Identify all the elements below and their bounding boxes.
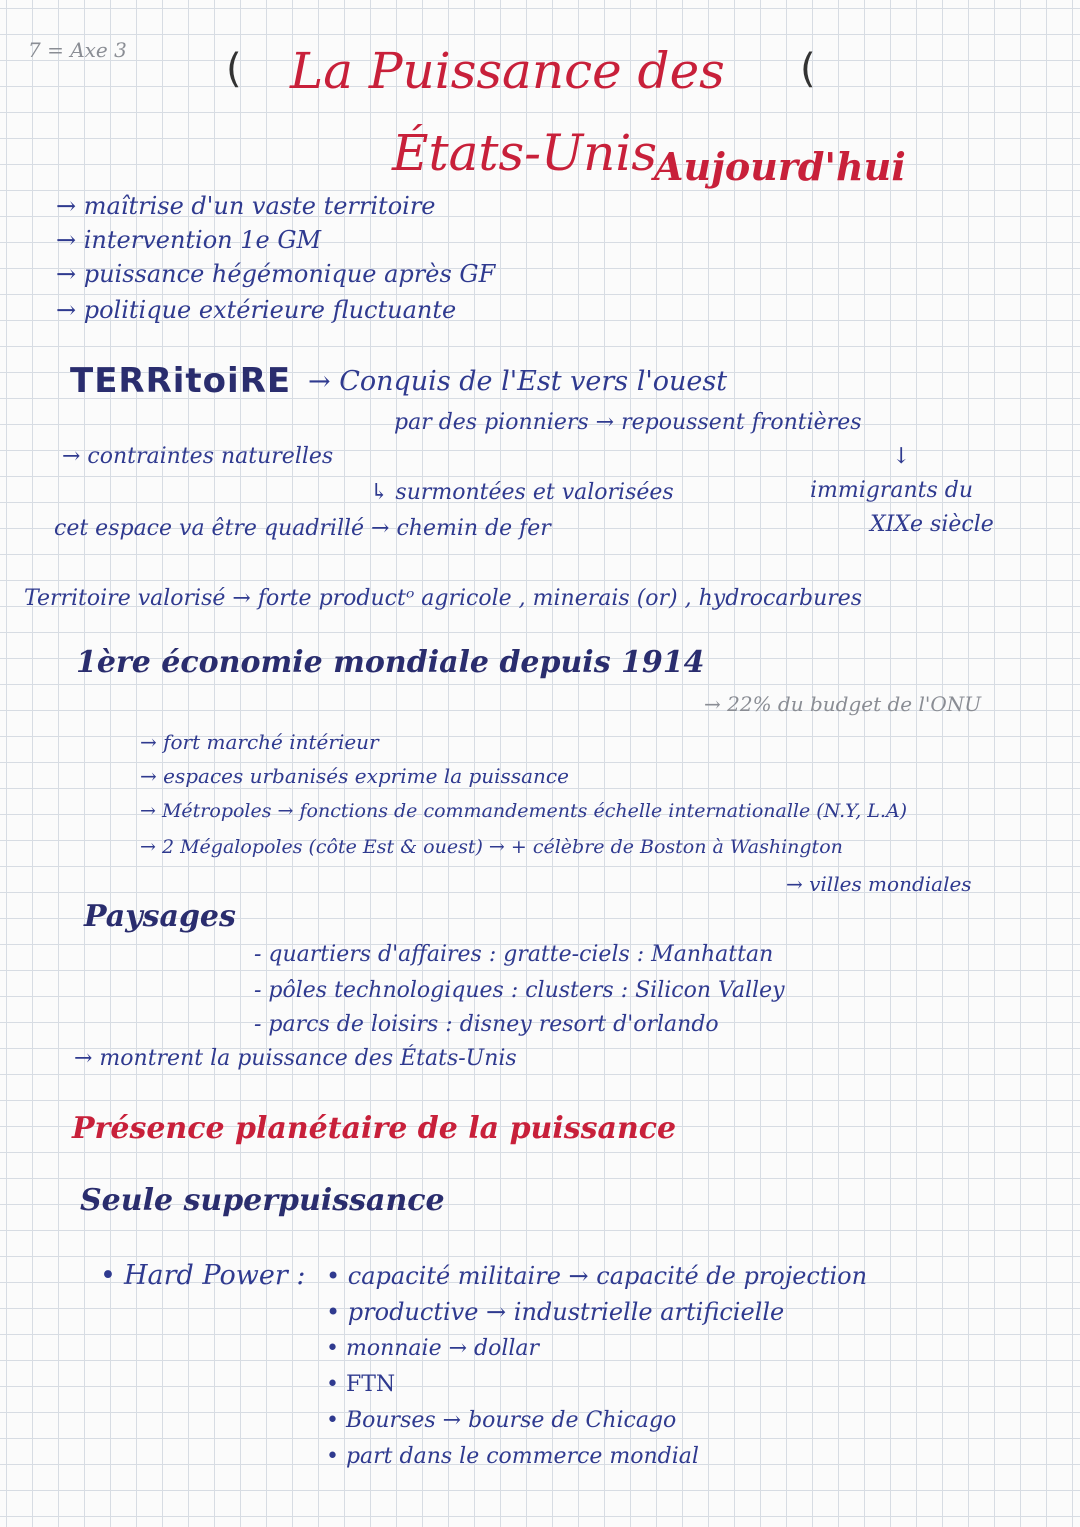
intro-item-2: → intervention 1e GM bbox=[56, 226, 322, 254]
hard-power-item-4: • FTN bbox=[326, 1372, 396, 1397]
territoire-heading: TERRitoiRE bbox=[70, 361, 292, 401]
hard-power-item-6: • part dans le commerce mondial bbox=[326, 1444, 699, 1469]
title-line-2a: États-Unis bbox=[392, 124, 658, 182]
presence-heading: Présence planétaire de la puissance bbox=[72, 1111, 677, 1146]
title-line-1: La Puissance des bbox=[290, 42, 725, 100]
economie-item-1: → fort marché intérieur bbox=[140, 730, 379, 754]
territoire-immigrants-line2: XIXe siècle bbox=[870, 512, 994, 537]
territoire-constraints: → contraintes naturelles bbox=[62, 444, 334, 469]
title-line-2b: Aujourd'hui bbox=[654, 144, 906, 189]
territoire-immigrants-line1: immigrants du bbox=[810, 478, 974, 503]
economie-villes: → villes mondiales bbox=[786, 872, 972, 896]
arrow-down-icon: ↓ bbox=[892, 444, 911, 469]
intro-item-1: → maîtrise d'un vaste territoire bbox=[56, 192, 436, 220]
paysages-item-2: - pôles technologiques : clusters : Silicon Valley bbox=[254, 978, 785, 1003]
territoire-pioneers: par des pionniers → repoussent frontières bbox=[394, 410, 862, 435]
hard-power-item-1: • capacité militaire → capacité de projection bbox=[326, 1262, 868, 1290]
hard-power-item-3: • monnaie → dollar bbox=[326, 1336, 540, 1361]
axis-tag: 7 = Axe 3 bbox=[28, 38, 127, 62]
intro-item-3: → puissance hégémonique après GF bbox=[56, 260, 496, 288]
territoire-valorised: Territoire valorisé → forte productᵒ agricole , minerais (or) , hydrocarbures bbox=[24, 586, 863, 611]
paysages-item-1: - quartiers d'affaires : gratte-ciels : Manhattan bbox=[254, 942, 774, 967]
intro-item-4: → politique extérieure fluctuante bbox=[56, 296, 457, 324]
territoire-grid: cet espace va être quadrillé → chemin de fer bbox=[54, 516, 551, 541]
economie-item-4: → 2 Mégalopoles (côte Est & ouest) → + célèbre de Boston à Washington bbox=[140, 836, 843, 858]
hard-power-item-2: • productive → industrielle artificielle bbox=[326, 1298, 785, 1326]
territoire-conquest: → Conquis de l'Est vers l'ouest bbox=[308, 366, 728, 397]
economie-heading: 1ère économie mondiale depuis 1914 bbox=[76, 645, 705, 680]
hard-power-item-5: • Bourses → bourse de Chicago bbox=[326, 1408, 677, 1433]
decorative-bracket-right: ( bbox=[800, 46, 816, 92]
economie-onu: → 22% du budget de l'ONU bbox=[704, 692, 982, 716]
economie-item-2: → espaces urbanisés exprime la puissance bbox=[140, 764, 569, 788]
economie-item-3: → Métropoles → fonctions de commandements échelle internationalle (N.Y, L.A) bbox=[140, 800, 908, 822]
paysages-heading: Paysages bbox=[84, 899, 236, 934]
hard-power-bullet: • bbox=[100, 1260, 116, 1291]
presence-subheading: Seule superpuissance bbox=[80, 1183, 445, 1218]
decorative-bracket-left: ( bbox=[226, 46, 242, 92]
paysages-conclusion: → montrent la puissance des États-Unis bbox=[74, 1046, 517, 1071]
paysages-item-3: - parcs de loisirs : disney resort d'orlando bbox=[254, 1012, 719, 1037]
territoire-overcome: ↳ surmontées et valorisées bbox=[370, 480, 674, 505]
hard-power-label: Hard Power : bbox=[124, 1260, 306, 1291]
